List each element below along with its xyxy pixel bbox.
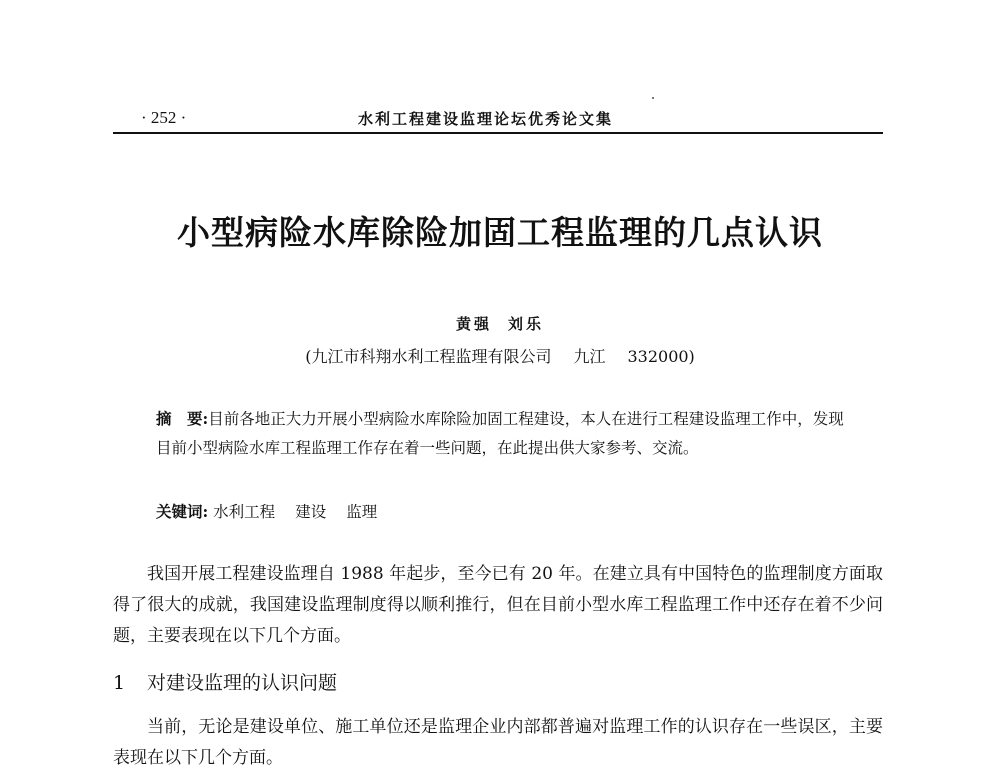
body-paragraph: 当前，无论是建设单位、施工单位还是监理企业内部都普遍对监理工作的认识存在一些误区，主要表现在以下几个方面。 [113, 717, 883, 768]
keyword: 建设 [295, 503, 327, 521]
author-line [0, 313, 1000, 334]
abstract [156, 404, 856, 463]
header-rule [113, 132, 883, 134]
section-title: 对建设监理的认识问题 [147, 672, 338, 694]
author-name: 刘乐 [508, 315, 545, 333]
article-title: 小型病险水库除险加固工程监理的几点认识 [177, 213, 823, 252]
abstract-text: 目前各地正大力开展小型病险水库除险加固工程建设，本人在进行工程建设监理工作中，发现目前小型病险水库工程监理工作存在着一些问题，在此提出供大家参考、交流。 [156, 410, 844, 457]
body-paragraph: 我国开展工程建设监理自 1988 年起步，至今已有 20 年。在建立具有中国特色的监理制度方面取得了很大的成就，我国建设监理制度得以顺利推行，但在目前小型水库工程监理工作中还存在着不少问题，主要表现在以下几个方面。 [113, 564, 883, 646]
scan-mark [652, 97, 654, 99]
section-number: 1 [113, 672, 126, 694]
section-heading [113, 668, 337, 695]
keyword: 监理 [346, 503, 378, 521]
affiliation [0, 344, 1000, 367]
running-title: 水利工程建设监理论坛优秀论文集 [358, 110, 614, 128]
page-header [113, 104, 883, 132]
page-number: · 252 · [141, 108, 187, 127]
keywords [156, 500, 856, 522]
abstract-label: 摘 要: [156, 409, 209, 428]
affiliation-org: (九江市科翔水利工程监理有限公司 [305, 347, 552, 366]
affiliation-city: 九江 [573, 347, 606, 366]
affiliation-postcode: 332000) [627, 347, 695, 366]
keywords-label: 关键词: [156, 502, 209, 521]
keyword: 水利工程 [213, 503, 276, 521]
author-name: 黄强 [455, 315, 492, 333]
